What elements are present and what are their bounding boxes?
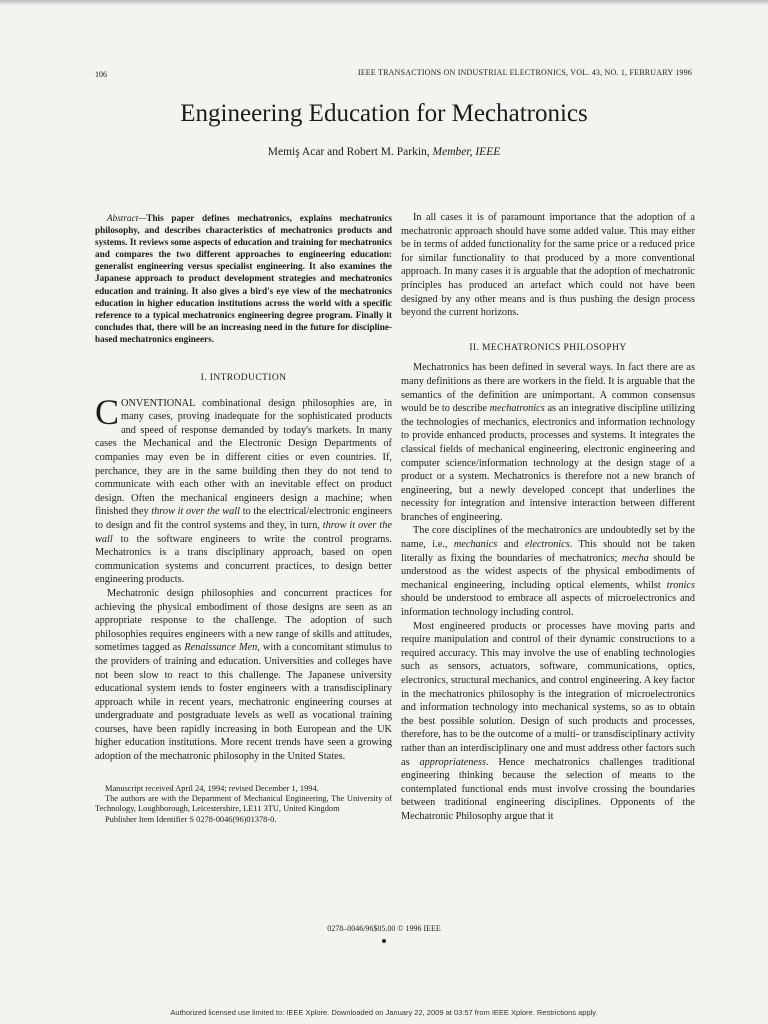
text-run: should be understood as the widest aspects of the physical embodiments of mechanical engineering, including optical elements, whilst	[401, 552, 695, 591]
drop-cap: C	[95, 391, 120, 432]
footer-bullet	[382, 939, 386, 943]
copyright-line: 0278–0046/96$05.00 © 1996 IEEE	[327, 924, 441, 933]
emphasis-run: throw it over the wall	[95, 519, 392, 545]
author-line	[0, 146, 768, 158]
emphasis-run: tronics	[666, 579, 695, 591]
philosophy-paragraph-2	[401, 524, 695, 619]
text-run: to the software engineers to write the control programs. Mechatronics is a trans disciplinary approach, based on open communication systems and concurrent practices, to design better engineering products.	[95, 533, 392, 586]
author-names: Memiş Acar and Robert M. Parkin,	[267, 146, 430, 158]
emphasis-run: throw it over the wall	[151, 506, 241, 518]
emphasis-run: Renaissance Men,	[184, 642, 260, 654]
text-run: ONVENTIONAL combinational design philosophies are, in many cases, proving inadequate for the sophisticated products and speed of response demanded by today's markets. In many cases the Mechanical and the Electronic Design Departments of companies may even be in different cities or even countries. If, perchance, they are in the same building then they do not tend to communicate with each other with an inevitable effect on product design. Often the mechanical engineers design a machine; when finished they	[95, 397, 392, 518]
intro-paragraph-2	[95, 587, 392, 764]
section-heading-philosophy: II. MECHATRONICS PHILOSOPHY	[469, 342, 627, 353]
right-column	[401, 211, 695, 824]
intro-paragraph-1	[95, 391, 392, 587]
text-run: Mechatronic design philosophies and concurrent practices for achieving the physical embodiment of those designs are seen as an appropriate response to the challenge. The adoption of such philosophies requires engineers with a new range of skills and attitudes, sometimes tagged as	[95, 587, 392, 654]
abstract-lead: Abstract—	[107, 213, 147, 223]
scan-edge	[0, 0, 768, 5]
emphasis-run: mecha	[621, 552, 649, 564]
abstract	[95, 212, 392, 345]
emphasis-run: mechanics	[453, 539, 498, 551]
footnote-manuscript: Manuscript received April 24, 1994; revised December 1, 1994.	[105, 783, 319, 793]
emphasis-run: electronics	[524, 539, 570, 551]
abstract-text: This paper defines mechatronics, explains mechatronics philosophy, and describes characteristics of mechatronics products and systems. It reviews some aspects of education and training for mechatronics and compares the two different approaches to engineering education: generalist engineering versus specialist engineering. It also examines the Japanese approach to product development strategies and mechatronics education and training. It also gives a bird's eye view of the mechatronics education in higher education institutions across the world with a specific reference to a typical mechatronics engineering degree program. Finally it concludes that, there will be an increasing need in the future for discipline-based mechatronics engineers.	[95, 213, 392, 344]
philosophy-paragraph-1	[401, 361, 695, 524]
text-run: Mechatronics has been defined in several ways. In fact there are as many definitions as there are workers in the field. It is arguable that the semantics of the definition are unimportant. A common consensus would be to describe	[401, 362, 695, 415]
text-run: . Hence mechatronics challenges traditional engineering thinking because the selection of means to the contemplated functional ends must involve crossing the boundaries between traditional engineering disciplines. Opponents of the Mechatronic Philosophy argue that it	[401, 756, 695, 822]
section-heading-introduction: I. INTRODUCTION	[200, 373, 287, 384]
emphasis-run: appropriateness	[419, 756, 487, 768]
page-number: 106	[95, 70, 107, 79]
text-run: with a concomitant stimulus to the providers of training and education. Universities and colleges have not been slow to react to this challenge. The Japanese university educational system tends to foster engineers with a transdisciplinary approach while in recent years, mechatronic engineering courses at undergraduate and postgraduate levels as well as vocational training courses, have been rapidly increasing in both European and the UK higher education institutions. More recent trends have seen a growing adoption of the mechatronic philosophy in the United States.	[95, 642, 393, 763]
philosophy-paragraph-3	[401, 620, 695, 824]
text-run: and	[497, 539, 525, 551]
right-paragraph-0: In all cases it is of paramount importance that the adoption of a mechatronic approach should have some added value. This may either be in terms of added functionality for the same price or a reduced price for similar functionality to that produced by a more conventional approach. In many cases it is arguable that the adoption of mechatronic principles has produced an artefact which could not have been designed by any other means and is thus pushing the design process beyond the current horizons.	[401, 212, 695, 319]
footnote-authors: The authors are with the Department of Mechanical Engineering, The University of Technology, Loughborough, Leicestershire, LE11 3TU, United Kingdom	[95, 794, 392, 814]
text-run: . This should not be taken literally as fixing the boundaries of mechatronics;	[401, 539, 696, 564]
footnotes	[95, 784, 392, 826]
author-affiliation: Member, IEEE	[432, 146, 501, 158]
emphasis-run: mechatronics	[489, 403, 545, 415]
text-run: The core disciplines of the mechatronics are undoubtedly set by the name, i.e.,	[401, 525, 695, 551]
text-run: Most engineered products or processes have moving parts and require manipulation and control of their dynamic constructions to a required accuracy. This may involve the use of enabling technologies such as sensors, actuators, software, communications, optics, electronics, structural mechanics, and control engineering. A key factor in the mechatronics philosophy is the integration of microelectronics and information technology into mechanical systems, so as to obtain the best possible solution. Design of such products and processes, therefore, has to be the outcome of a multi- or transdisciplinary activity rather than an interdisciplinary one and must address other factors such as	[401, 620, 695, 768]
text-run: should be understood to embrace all aspects of microelectronics and information technology including control.	[401, 593, 695, 619]
running-head: IEEE TRANSACTIONS ON INDUSTRIAL ELECTRONICS, VOL. 43, NO. 1, FEBRUARY 1996	[357, 68, 692, 77]
paper-title: Engineering Education for Mechatronics	[180, 100, 588, 127]
left-column	[95, 212, 392, 825]
footnote-identifier: Publisher Item Identifier S 0278-0046(96)01378-0.	[105, 814, 277, 824]
text-run: as an integrative discipline utilizing the technologies of mechanics, electronics and information technology to provide enhanced products, processes and systems. It integrates the classical fields of mechanical engineering, electronic engineering and computer science/information technology at the design stage of a product or a system. Mechatronics is therefore not a new branch of engineering, but a newly developed concept that underlines the necessity for integration and intensive interaction between different branches of engineering.	[401, 403, 695, 523]
authorized-use-notice: Authorized licensed use limited to: IEEE Xplore. Downloaded on January 22, 2009 at 03:57 from IEEE Xplore. Restrictions apply.	[170, 1008, 598, 1017]
text-run: to the electrical/electronic engineers to design and fit the control systems and they, in turn,	[95, 506, 392, 531]
